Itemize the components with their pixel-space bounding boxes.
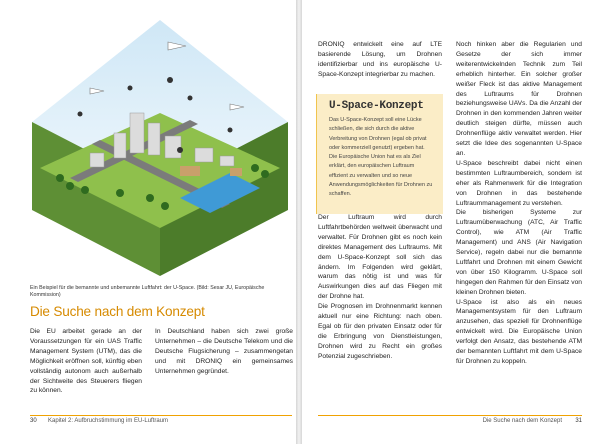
paragraph: In Deutschland haben sich zwei große Unternehmen – die Deutsche Telekom und die Deutsche Flugsicherung – zusammengetan und mit DRONIQ ein gemeinsames Unternehmen gegründet. (155, 328, 293, 375)
paragraph: Der Luftraum wird durch Luftfahrtbehörden weltweit überwacht und verwaltet. Für Drohnen gibt es noch kein direktes Management des Luftraums. Mit dem U-Space-Konzept soll sich das ändern. Im Folgenden wird geklärt, warum das nötig ist und was für Auswirkungen dies auf das Fliegen mit der Drohne hat. (318, 214, 442, 301)
paragraph: Noch hinken aber die Regularien und Gesetze der sich immer weiterentwickelnden Technik zum Teil erheblich hinterher. Ein solcher großer weißer Fleck ist das aktive Management des Luftraums für Drohnen beziehungsweise UAVs. Da die Anzahl der Drohnen in den kommenden Jahren weiter deutlich steigen dürfte, müssen auch Drohnenflüge aktiv verwaltet werden. Hier setzt die Idee des sogenannten U-Space an. (456, 41, 582, 157)
page-footer (30, 418, 292, 428)
u-space-city-illustration (30, 18, 290, 280)
paragraph: U-Space beschreibt dabei nicht einen bestimmten Luftraumbereich, sondern ist eher als Rahmenwerk für die Integration von Drohnen in das bestehende Luftraummanagement zu verstehen. (456, 159, 582, 207)
running-head: Die Suche nach dem Konzept (482, 418, 562, 424)
right-column-a-bottom (318, 213, 442, 362)
right-page (302, 0, 600, 444)
footer-rule (30, 415, 292, 416)
figure-caption: Ein Beispiel für die bemannte und unbemannte Luftfahrt: der U-Space. (Bild: Sesar JU, Europäische Kommission) (30, 285, 265, 298)
footer-rule (318, 415, 582, 416)
paragraph: Die EU arbeitet gerade an der Voraussetzungen für ein UAS Traffic Management System (UTM), das die Möglichkeit eröffnen soll, künftig eben vollständig autonom auch außerhalb der Sichtweite des Steuerers fliegen zu können. (30, 328, 142, 395)
left-column-a (30, 327, 142, 396)
section-title: Die Suche nach dem Konzept (30, 304, 205, 319)
info-box-text: Das U-Space-Konzept soll eine Lücke schließen, die sich durch die aktive Verbreitung von Drohnen (egal ob privat oder kommerziell genutzt) ergeben hat. Die Europäische Union hat es als Ziel erklärt, den europäischen Luftraum effizient zu verwalten und so neue Anwendungsmöglichkeiten für Drohnen zu schaffen. (329, 117, 433, 198)
page-number: 30 (30, 418, 37, 424)
info-box (316, 94, 443, 214)
info-box-title: U-Space-Konzept (329, 100, 424, 112)
left-column-b (155, 327, 293, 377)
running-head: Kapitel 2: Aufbruchstimmung im EU-Luftraum (48, 418, 169, 424)
paragraph: U-Space ist also als ein neues Managementsystem für den Luftraum anzusehen, das speziell für Drohnenflüge entwickelt wird. Die Europäische Union verfolgt den Ansatz, das bestehende ATM der bemannten Luftfahrt mit dem U-Space für Drohnen zu koppeln. (456, 298, 582, 365)
right-column-a-top (318, 40, 442, 80)
right-column-b (456, 40, 582, 367)
paragraph: Die Prognosen im Drohnenmarkt kennen aktuell nur eine Richtung: nach oben. Egal ob für den privaten Einsatz oder für die Erbringung von Dienstleistungen, Drohnen wird zu Recht ein großes Potenzial zugeschrieben. (318, 303, 442, 360)
page-number: 31 (575, 418, 582, 424)
left-page (0, 0, 296, 444)
paragraph: DRONIQ entwickelt eine auf LTE basierende Lösung, um Drohnen identifizierbar und ins europäische U-Space-Konzept integrierbar zu machen. (318, 41, 442, 78)
paragraph: Die bisherigen Systeme zur Luftraumüberwachung (ATC, Air Traffic Control), wie ATM (Air Traffic Management) und ANS (Air Navigation Service), regeln dabei nur die bemannte Luftfahrt und Drohnen mit einem Gewicht von über 150 Kilogramm. U-Space soll hingegen den Rahmen für den Einsatz von kleinen Drohnen bieten. (456, 209, 582, 296)
page-footer (318, 418, 582, 428)
